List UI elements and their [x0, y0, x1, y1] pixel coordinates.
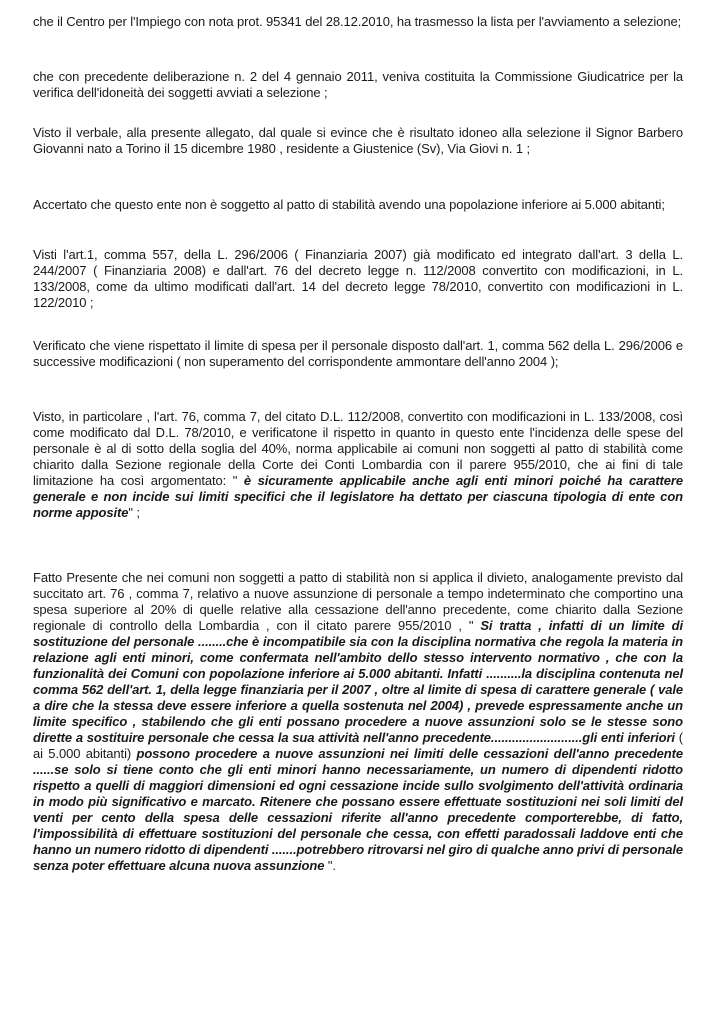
- quoted-emphasis-text: possono procedere a nuove assunzioni nei limiti delle cessazioni dell'anno precedente ......se solo si tiene conto che gli enti minori hanno necessariamente, un numero di dipendenti ridotto rispetto a quelli di maggiori dimensioni ed ogni cessazione incide sullo svolgimento dell'attività ordinaria in modo più significativo e marcato. Ritenere che possano essere effettuate sostituzioni nei soli limiti del venti per cento della spesa delle cessazioni riferite all'anno precedente comporterebbe, di fatto, l'impossibilità di effettuare sostituzioni del personale che cessa, con effetti paradossali laddove enti che hanno un numero ridotto di dipendenti .......potrebbero ritrovarsi nel giro di qualche anno privi di personale senza poter effettuare alcuna nuova assunzione: [33, 746, 684, 873]
- paragraph-text: Visto il verbale, alla presente allegato, dal quale si evince che è risultato idoneo alla selezione il Signor Barbero Giovanni nato a Torino il 15 dicembre 1980 , residente a Giustenice (Sv), Via Giovi n. 1 ;: [33, 125, 683, 156]
- paragraph-text: Visti l'art.1, comma 557, della L. 296/2006 ( Finanziaria 2007) già modificato ed integrato dall'art. 3 della L. 244/2007 ( Finanziaria 2008) e dall'art. 76 del decreto legge n. 112/2008 convertito con modificazioni, in L. 133/2008, come da ultimo modificati dall'art. 14 del decreto legge 78/2010, convertito con modificazioni in L. 122/2010 ;: [33, 247, 683, 310]
- paragraph-text: che il Centro per l'Impiego con nota prot. 95341 del 28.12.2010, ha trasmesso la lista per l'avviamento a selezione;: [33, 14, 682, 29]
- paragraph-incidenza-spese: [33, 409, 683, 521]
- paragraph-riferimenti-normativi: [33, 247, 683, 311]
- paragraph-divieto-assunzioni: [33, 570, 683, 874]
- paragraph-text: Verificato che viene rispettato il limite di spesa per il personale disposto dall'art. 1, comma 562 della L. 296/2006 e successive modificazioni ( non superamento del corrispondente ammontare dell'anno 2004 );: [33, 338, 683, 369]
- paragraph-commissione: [33, 69, 683, 101]
- paragraph-text: ( ai 5.000 abitanti): [33, 730, 683, 761]
- paragraph-text: Accertato che questo ente non è soggetto al patto di stabilità avendo una popolazione inferiore ai 5.000 abitanti;: [33, 197, 665, 212]
- quoted-emphasis-text: è sicuramente applicabile anche agli enti minori poiché ha carattere generale e non incide sui limiti specifici che il legislatore ha dettato per ciascuna tipologia di ente con norme apposite: [33, 473, 684, 520]
- paragraph-text: ".: [324, 858, 336, 873]
- paragraph-text: " ;: [128, 505, 140, 520]
- paragraph-text: Fatto Presente che nei comuni non soggetti a patto di stabilità non si applica il divieto, analogamente previsto dal succitato art. 76 , comma 7, relativo a nuove assunzione di personale a tempo indeterminato che comportino una spesa superiore al 20% di quelle relative alla cessazione dell'anno precedente, come chiarito dalla Sezione regionale di controllo della Lombardia , con il citato parere 955/2010 , ": [33, 570, 683, 633]
- paragraph-centro-impiego: [33, 14, 683, 30]
- paragraph-text: Visto, in particolare , l'art. 76, comma 7, del citato D.L. 112/2008, convertito con modificazioni in L. 133/2008, così come modificato dal D.L. 78/2010, e verificatone il rispetto in quanto in questo ente l'incidenza delle spese del personale è al di sotto della soglia del 40%, norma applicabile ai comuni non soggetti al patto di stabilità come chiarito dalla Sezione regionale della Corte dei Conti Lombardia con il parere 955/2010, che ai fini di tale limitazione ha così argomentato: ": [33, 409, 683, 488]
- paragraph-text: che con precedente deliberazione n. 2 del 4 gennaio 2011, veniva costituita la Commissione Giudicatrice per la verifica dell'idoneità dei soggetti avviati a selezione ;: [33, 69, 683, 100]
- paragraph-limite-spesa: [33, 338, 683, 370]
- quoted-emphasis-text: Si tratta , infatti di un limite di sostituzione del personale ........che è incompatibile sia con la disciplina normativa che regola la materia in relazione agli enti minori, come confermata nell'ambito dello stesso intervento normativo , che con la funzionalità dei Comuni con popolazione inferiore ai 5.000 abitanti. Infatti ..........la disciplina contenuta nel comma 562 dell'art. 1, della legge finanziaria per il 2007 , oltre al limite di spesa di carattere generale ( vale a dire che la stessa deve essere inferiore a quella sostenuta nel 2004) , prevede espressamente anche un limite specifico , stabilendo che gli enti possano procedere a nuove assunzioni solo se le stesse sono dirette a sostituire personale che cessa la sua attività nell'anno precedente..........................gli enti inferiori: [33, 618, 683, 745]
- paragraph-verbale: [33, 125, 683, 157]
- paragraph-patto-stabilita: [33, 197, 683, 213]
